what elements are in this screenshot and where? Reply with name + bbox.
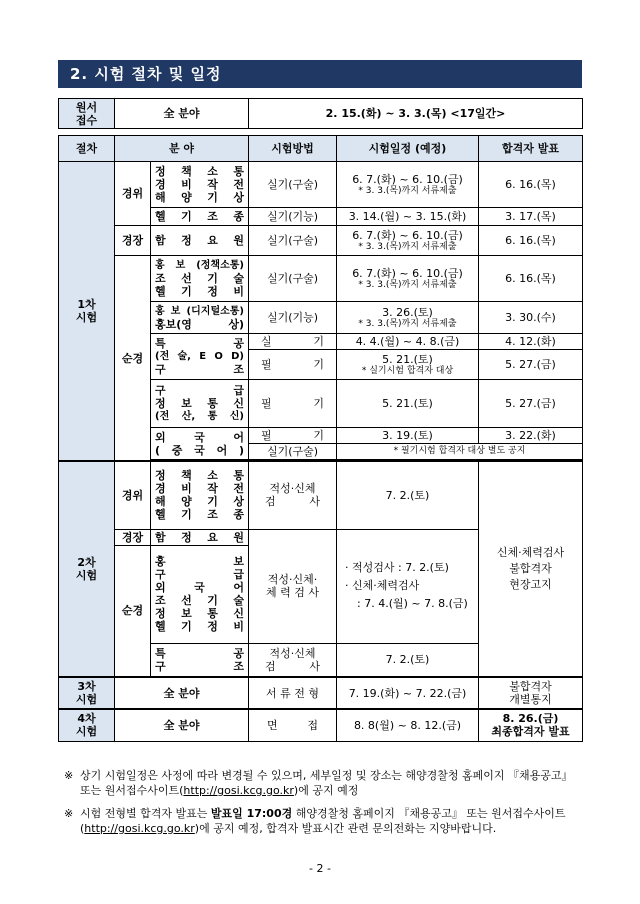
method-cell: 필 기 (249, 350, 337, 380)
exam-schedule-table (58, 98, 583, 742)
method-cell: 실기(구술) (249, 162, 337, 208)
application-label: 원서 접수 (59, 99, 115, 129)
result-cell: 6. 16.(목) (479, 226, 583, 256)
header-schedule: 시험일정 (예정) (337, 136, 479, 162)
application-period: 2. 15.(화) ~ 3. 3.(목) <17일간> (249, 99, 583, 129)
method-cell: 실기(기능) (249, 208, 337, 226)
field-cell: 함 정 요 원 (151, 226, 249, 256)
result-cell: 3. 22.(화) (479, 428, 583, 444)
stage3-scope: 全 분야 (115, 677, 249, 709)
header-stage: 절차 (59, 136, 115, 162)
table-row (59, 677, 583, 709)
table-row (59, 226, 583, 256)
result-cell: 신체·체력검사 불합격자 현장고지 (479, 461, 583, 677)
date-cell: 8. 8(월) ~ 8. 12.(금) (337, 709, 479, 741)
date-cell: 7. 2.(토) (337, 461, 479, 529)
method-cell: 적성·신체· 체 력 검 사 (249, 529, 337, 643)
rank-gyeongwi: 경위 (115, 162, 151, 226)
method-cell: 실기(기능) (249, 302, 337, 334)
date-cell: 6. 7.(화) ~ 6. 10.(금) * 3. 3.(목)까지 서류제출 (337, 162, 479, 208)
result-cell: 5. 27.(금) (479, 380, 583, 428)
table-row (59, 709, 583, 741)
method-cell: 필 기 (249, 380, 337, 428)
date-cell: 5. 21.(토) * 실기시험 합격자 대상 (337, 350, 479, 380)
field-cell: 함 정 요 원 (151, 529, 249, 545)
field-cell: 정 책 소 통 경 비 작 전 해 양 기 상 (151, 162, 249, 208)
page-number: - 2 - (309, 862, 331, 875)
rank-sungyeong: 순경 (115, 256, 151, 462)
field-cell: 정 책 소 통 경 비 작 전 해 양 기 상 헬 기 조 종 (151, 461, 249, 529)
date-cell: 5. 21.(토) (337, 380, 479, 428)
section-title: 2. 시험 절차 및 일정 (58, 60, 582, 88)
rank-sungyeong: 순경 (115, 545, 151, 677)
field-cell: 홍 보 구 급 외 국 어 조 선 기 술 정 보 통 신 헬 기 정 비 (151, 545, 249, 643)
field-cell: 특 공 (전 술, E O D) 구 조 (151, 334, 249, 380)
result-cell: 8. 26.(금) 최종합격자 발표 (479, 709, 583, 741)
application-scope: 全 분야 (115, 99, 249, 129)
field-cell: 헬 기 조 종 (151, 208, 249, 226)
table-row (59, 256, 583, 302)
date-cell: 3. 26.(토) * 3. 3.(목)까지 서류제출 (337, 302, 479, 334)
result-cell: 3. 30.(수) (479, 302, 583, 334)
header-result: 합격자 발표 (479, 136, 583, 162)
field-cell: 홍 보 (디지털소통) 홍보(영 상) (151, 302, 249, 334)
method-cell: 적성·신체 검 사 (249, 643, 337, 677)
field-cell: 특 공 구 조 (151, 643, 249, 677)
stage4-label: 4차 시험 (59, 709, 115, 741)
gosi-link[interactable]: http://gosi.kcg.go.kr (84, 822, 195, 835)
result-cell: 6. 16.(목) (479, 162, 583, 208)
date-cell: 6. 7.(화) ~ 6. 10.(금) * 3. 3.(목)까지 서류제출 (337, 226, 479, 256)
application-row (59, 99, 583, 129)
result-cell: 5. 27.(금) (479, 350, 583, 380)
method-cell: 실기(구술) (249, 444, 337, 460)
result-cell: 6. 16.(목) (479, 256, 583, 302)
stage3-label: 3차 시험 (59, 677, 115, 709)
table-header (59, 136, 583, 162)
date-cell: 7. 2.(토) (337, 643, 479, 677)
method-cell: 적성·신체 검 사 (249, 461, 337, 529)
rank-gyeongjang: 경장 (115, 529, 151, 545)
result-cell: 4. 12.(화) (479, 334, 583, 350)
rank-gyeongwi: 경위 (115, 461, 151, 529)
date-cell: · 적성검사 : 7. 2.(토) · 신체·체력검사 : 7. 4.(월) ~ 7. 8.(금) (337, 529, 479, 643)
method-cell: 실기(구술) (249, 226, 337, 256)
date-cell: 6. 7.(화) ~ 6. 10.(금) * 3. 3.(목)까지 서류제출 (337, 256, 479, 302)
field-cell: 홍 보 (정책소통) 조 선 기 술 헬 기 정 비 (151, 256, 249, 302)
stage2-label: 2차 시험 (59, 461, 115, 677)
method-cell: 실 기 (249, 334, 337, 350)
stage1-label: 1차 시험 (59, 162, 115, 462)
result-cell: 불합격자 개별통지 (479, 677, 583, 709)
result-cell: 3. 17.(목) (479, 208, 583, 226)
header-field: 분 야 (115, 136, 249, 162)
field-cell: 외 국 어 ( 중 국 어 ) (151, 428, 249, 460)
method-cell: 실기(구술) (249, 256, 337, 302)
date-cell: 3. 19.(토) (337, 428, 479, 444)
note-cell: * 필기시험 합격자 대상 별도 공지 (337, 444, 583, 460)
stage4-scope: 全 분야 (115, 709, 249, 741)
method-cell: 서 류 전 형 (249, 677, 337, 709)
date-cell: 3. 14.(월) ~ 3. 15.(화) (337, 208, 479, 226)
table-row (59, 461, 583, 529)
header-method: 시험방법 (249, 136, 337, 162)
footnote-result-announcement: ※ 시험 전형별 합격자 발표는 발표일 17:00경 해양경찰청 홈페이지 『채용공고』 또는 원서접수사이트(http://gosi.kcg.go.kr)에 공지 예정, 합격자 발표시간 관련 문의전화는 지양바랍니다. (64, 807, 566, 835)
footnote-schedule-change: ※ 상기 시험일정은 사정에 따라 변경될 수 있으며, 세부일정 및 장소는 해양경찰청 홈페이지 『채용공고』 또는 원서접수사이트(http://gosi.kcg.go.kr)에 공지 예정 (64, 769, 573, 797)
table-row (59, 162, 583, 208)
method-cell: 필 기 (249, 428, 337, 444)
field-cell: 구 급 정 보 통 신 (전 산, 통 신) (151, 380, 249, 428)
rank-gyeongjang: 경장 (115, 226, 151, 256)
date-cell: 4. 4.(월) ~ 4. 8.(금) (337, 334, 479, 350)
date-cell: 7. 19.(화) ~ 7. 22.(금) (337, 677, 479, 709)
method-cell: 면 접 (249, 709, 337, 741)
gosi-link[interactable]: http://gosi.kcg.go.kr (183, 784, 294, 797)
